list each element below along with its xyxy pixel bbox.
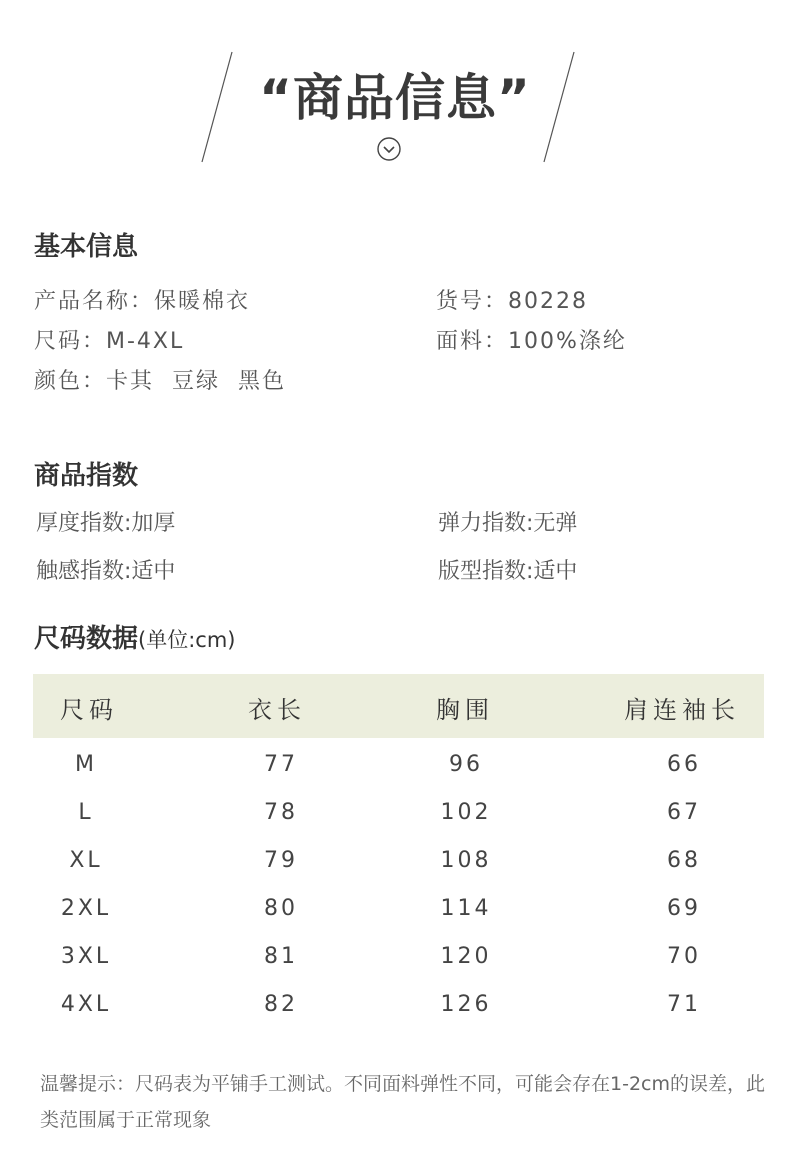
page-title: “商品信息” [259,69,531,127]
column-header-length: 衣长 [248,696,306,724]
cell-sleeve: 66 [667,752,701,777]
cell-sleeve: 68 [667,848,701,873]
column-header-sleeve: 肩连袖长 [624,696,740,724]
cell-size: 3XL [60,944,112,969]
cell-chest: 96 [449,752,483,777]
cell-length: 80 [264,896,298,921]
table-row [0,800,790,848]
chevron-down-icon [376,136,402,162]
cell-chest: 126 [440,992,492,1017]
cell-size: M [75,752,97,777]
size-range: 尺码：M-4XL [34,329,185,354]
cell-sleeve: 70 [667,944,701,969]
cell-length: 82 [264,992,298,1017]
size-data-title: 尺码数据 [34,624,139,654]
cell-size: 4XL [60,992,112,1017]
cell-length: 78 [264,800,298,825]
table-row [0,992,790,1040]
elasticity-index: 弹力指数:无弹 [438,511,578,536]
touch-index: 触感指数:适中 [36,559,176,584]
basic-info-heading: 基本信息 [34,232,139,262]
cell-sleeve: 71 [667,992,701,1017]
table-row [0,944,790,992]
item-number: 货号：80228 [436,289,588,314]
thickness-index: 厚度指数:加厚 [36,511,176,536]
cell-chest: 102 [440,800,492,825]
cell-size: 2XL [60,896,112,921]
column-header-size: 尺码 [60,696,118,724]
cell-chest: 120 [440,944,492,969]
cell-sleeve: 67 [667,800,701,825]
fit-index: 版型指数:适中 [438,559,578,584]
size-data-heading [34,618,235,655]
product-name: 产品名称：保暖棉衣 [34,289,251,314]
table-row [0,752,790,800]
cell-size: L [78,800,94,825]
cell-sleeve: 69 [667,896,701,921]
table-row [0,896,790,944]
column-header-chest: 胸围 [436,696,494,724]
table-row [0,848,790,896]
cell-length: 81 [264,944,298,969]
fabric: 面料：100%涤纶 [436,329,627,354]
size-data-unit: (单位:cm) [138,628,236,652]
colors: 颜色：卡其 豆绿 黑色 [34,369,286,394]
cell-length: 77 [264,752,298,777]
size-note: 温馨提示：尺码表为平铺手工测试。不同面料弹性不同，可能会存在1-2cm的误差，此类范围属于正常现象 [40,1073,765,1131]
cell-chest: 108 [440,848,492,873]
product-index-heading: 商品指数 [34,461,139,491]
cell-size: XL [69,848,103,873]
cell-length: 79 [264,848,298,873]
cell-chest: 114 [440,896,492,921]
